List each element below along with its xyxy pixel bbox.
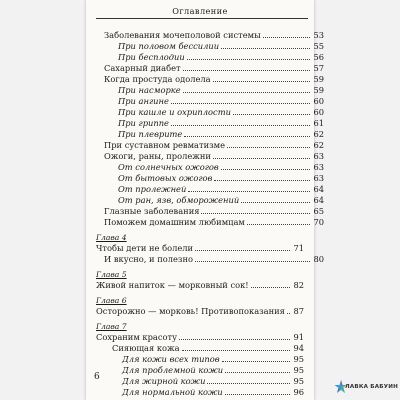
toc-row <box>96 243 304 253</box>
chapter-label: Глава 6 <box>96 296 127 305</box>
leader-dots <box>287 313 290 314</box>
toc-row <box>104 74 324 84</box>
logo-text: ЛАВКА БАБУИН <box>345 384 399 390</box>
leader-dots <box>182 350 290 351</box>
toc-label: Сахарный диабет <box>104 63 181 73</box>
toc-row <box>104 140 324 150</box>
toc-label: Когда простуда одолела <box>104 74 211 84</box>
toc-label: При гриппе <box>118 118 169 128</box>
toc-row <box>104 30 324 40</box>
toc-page: 56 <box>313 52 324 62</box>
toc-label: При бесплодии <box>118 52 185 62</box>
toc-label: Для кожи всех типов <box>122 354 220 364</box>
toc-row <box>122 376 304 386</box>
leader-dots <box>241 202 310 203</box>
toc-label: Осторожно — морковь! Противопоказания <box>96 306 285 316</box>
toc-row <box>118 96 324 106</box>
toc-page: 55 <box>313 41 324 51</box>
toc-row <box>118 85 324 95</box>
header-rule <box>96 18 308 19</box>
leader-dots <box>201 213 310 214</box>
leader-dots <box>188 191 310 192</box>
toc-row <box>118 118 324 128</box>
toc-row <box>122 354 304 364</box>
toc-row <box>118 184 324 194</box>
chapter-label: Глава 7 <box>96 322 127 331</box>
leader-dots <box>207 383 290 384</box>
toc-page: 53 <box>313 30 324 40</box>
leader-dots <box>184 136 310 137</box>
leader-dots <box>187 59 310 60</box>
toc-page: 96 <box>293 387 304 397</box>
toc-label: При половом бессилии <box>118 41 220 51</box>
toc-label: При плеврите <box>118 129 183 139</box>
toc-label: Для жирной кожи <box>122 376 206 386</box>
toc-label: От солнечных ожогов <box>118 162 219 172</box>
toc-label: Сияющая кожа <box>112 343 180 353</box>
toc-row <box>118 52 324 62</box>
toc-page: 91 <box>293 332 304 342</box>
page-number: 6 <box>94 372 100 382</box>
toc-page: 95 <box>293 354 304 364</box>
toc-page: 95 <box>293 376 304 386</box>
toc-row <box>104 151 324 161</box>
leader-dots <box>171 103 310 104</box>
toc-row <box>122 365 304 375</box>
leader-dots <box>221 48 310 49</box>
toc-label: Для нормальной кожи <box>122 387 223 397</box>
leader-dots <box>247 224 310 225</box>
leader-dots <box>214 180 310 181</box>
toc-page: 60 <box>313 96 324 106</box>
toc-label: Чтобы дети не болели <box>96 243 194 253</box>
toc-page: 95 <box>293 365 304 375</box>
toc-label: Глазные заболевания <box>104 206 200 216</box>
toc-row <box>96 280 304 290</box>
toc-page: 59 <box>313 74 324 84</box>
toc-row <box>96 332 304 342</box>
toc-page: 80 <box>313 254 324 264</box>
book-page <box>86 0 324 400</box>
leader-dots <box>179 339 290 340</box>
toc-label: При кашле и охриплости <box>118 107 231 117</box>
toc-row <box>104 217 324 227</box>
toc-label: Заболевания мочеполовой системы <box>104 30 261 40</box>
toc-page: 94 <box>293 343 304 353</box>
toc-label: При суставном ревматизме <box>104 140 226 150</box>
toc-page: 62 <box>313 129 324 139</box>
toc-page: 71 <box>293 243 304 253</box>
toc-page: 63 <box>313 162 324 172</box>
leader-dots <box>183 70 310 71</box>
leader-dots <box>225 394 290 395</box>
toc-row <box>118 129 324 139</box>
toc-row <box>118 195 324 205</box>
leader-dots <box>195 250 290 251</box>
toc-page: 70 <box>313 217 324 227</box>
toc-page: 63 <box>313 151 324 161</box>
toc-row <box>118 173 324 183</box>
leader-dots <box>171 125 310 126</box>
toc-row <box>118 162 324 172</box>
leader-dots <box>233 114 310 115</box>
toc-page: 62 <box>313 140 324 150</box>
toc-row <box>104 254 324 264</box>
chapter-label: Глава 5 <box>96 270 127 279</box>
toc-row <box>118 107 324 117</box>
toc-row <box>122 387 304 397</box>
toc-label: При насморке <box>118 85 181 95</box>
toc-label: Ожоги, раны, пролежни <box>104 151 211 161</box>
leader-dots <box>263 37 310 38</box>
toc-label: При ангине <box>118 96 169 106</box>
toc-page: 82 <box>293 280 304 290</box>
toc-label: Для проблемной кожи <box>122 365 224 375</box>
toc-label: От бытовых ожогов <box>118 173 213 183</box>
toc-page: 61 <box>313 118 324 128</box>
toc-row <box>96 306 304 316</box>
toc-page: 65 <box>313 206 324 216</box>
toc-page: 57 <box>313 63 324 73</box>
toc-page: 63 <box>313 173 324 183</box>
chapter-label: Глава 4 <box>96 233 127 242</box>
toc-row <box>112 343 304 353</box>
leader-dots <box>222 361 290 362</box>
toc-page: 60 <box>313 107 324 117</box>
toc-row <box>118 41 324 51</box>
leader-dots <box>213 158 310 159</box>
toc-label: От пролежней <box>118 184 187 194</box>
leader-dots <box>221 169 310 170</box>
leader-dots <box>195 261 310 262</box>
toc-row <box>104 63 324 73</box>
toc-page: 59 <box>313 85 324 95</box>
page-header: Оглавление <box>172 6 228 16</box>
leader-dots <box>213 81 310 82</box>
toc-label: Сохраним красоту <box>96 332 177 342</box>
toc-page: 64 <box>313 195 324 205</box>
leader-dots <box>225 372 290 373</box>
toc-label: Поможем домашним любимцам <box>104 217 245 227</box>
leader-dots <box>251 287 290 288</box>
toc-label: Живой напиток — морковный сок! <box>96 280 249 290</box>
leader-dots <box>227 147 310 148</box>
leader-dots <box>183 92 310 93</box>
toc-page: 64 <box>313 184 324 194</box>
toc-page: 87 <box>293 306 304 316</box>
toc-label: От ран, язв, обморожений <box>118 195 240 205</box>
toc-label: И вкусно, и полезно <box>104 254 193 264</box>
toc-row <box>104 206 324 216</box>
